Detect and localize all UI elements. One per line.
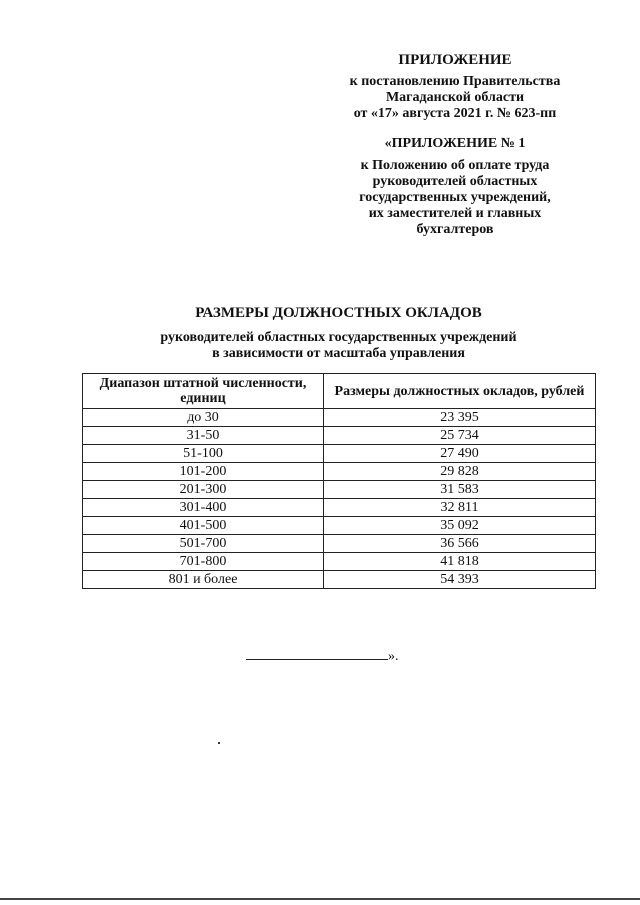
table-row [83, 409, 596, 427]
table-row [83, 571, 596, 589]
cell-staff-range: 701-800 [83, 553, 324, 571]
cell-salary: 23 395 [324, 409, 596, 427]
cell-staff-range: 51-100 [83, 445, 324, 463]
cell-staff-range: 401-500 [83, 517, 324, 535]
cell-staff-range: 101-200 [83, 463, 324, 481]
cell-salary: 54 393 [324, 571, 596, 589]
cell-salary: 32 811 [324, 499, 596, 517]
table-row [83, 481, 596, 499]
annex-line: бухгалтеров [416, 222, 494, 237]
heading-title: РАЗМЕРЫ ДОЛЖНОСТНЫХ ОКЛАДОВ [195, 305, 482, 321]
annex-line: к Положению об оплате труда [360, 158, 550, 173]
cell-salary: 41 818 [324, 553, 596, 571]
table-row [83, 445, 596, 463]
column-header-salary: Размеры должностных окладов, рублей [324, 374, 596, 409]
scan-speck [218, 742, 220, 744]
appendix-line: к постановлению Правительства [349, 74, 561, 89]
cell-staff-range: до 30 [83, 409, 324, 427]
column-header-staff-range: Диапазон штатной численности, единиц [83, 374, 324, 409]
heading-subtitle: руководителей областных государственных учреждений [160, 330, 517, 345]
appendix-title: ПРИЛОЖЕНИЕ [398, 52, 512, 68]
heading-subtitle: в зависимости от масштаба управления [212, 346, 465, 361]
cell-staff-range: 31-50 [83, 427, 324, 445]
salary-table [82, 373, 596, 589]
cell-staff-range: 201-300 [83, 481, 324, 499]
cell-salary: 27 490 [324, 445, 596, 463]
annex-line: их заместителей и главных [368, 206, 542, 221]
appendix-line: от «17» августа 2021 г. № 623-пп [353, 106, 557, 121]
cell-salary: 25 734 [324, 427, 596, 445]
table-row [83, 517, 596, 535]
cell-staff-range: 801 и более [83, 571, 324, 589]
table-row [83, 535, 596, 553]
cell-salary: 31 583 [324, 481, 596, 499]
cell-staff-range: 301-400 [83, 499, 324, 517]
table-row [83, 463, 596, 481]
appendix-line: Магаданской области [385, 90, 525, 105]
table-row [83, 553, 596, 571]
appendix-block [300, 52, 610, 238]
cell-salary: 36 566 [324, 535, 596, 553]
cell-salary: 29 828 [324, 463, 596, 481]
annex-title: «ПРИЛОЖЕНИЕ № 1 [384, 136, 526, 151]
closing-mark [246, 647, 399, 665]
table-row [83, 427, 596, 445]
table-row [83, 499, 596, 517]
annex-line: государственных учреждений, [359, 190, 551, 205]
cell-staff-range: 501-700 [83, 535, 324, 553]
closing-quote: ». [388, 649, 399, 664]
table-body [83, 409, 596, 589]
signature-line [246, 647, 388, 660]
annex-line: руководителей областных [372, 174, 538, 189]
page-bottom-edge [0, 898, 640, 900]
document-heading [80, 304, 597, 362]
cell-salary: 35 092 [324, 517, 596, 535]
table-header-row [83, 374, 596, 409]
